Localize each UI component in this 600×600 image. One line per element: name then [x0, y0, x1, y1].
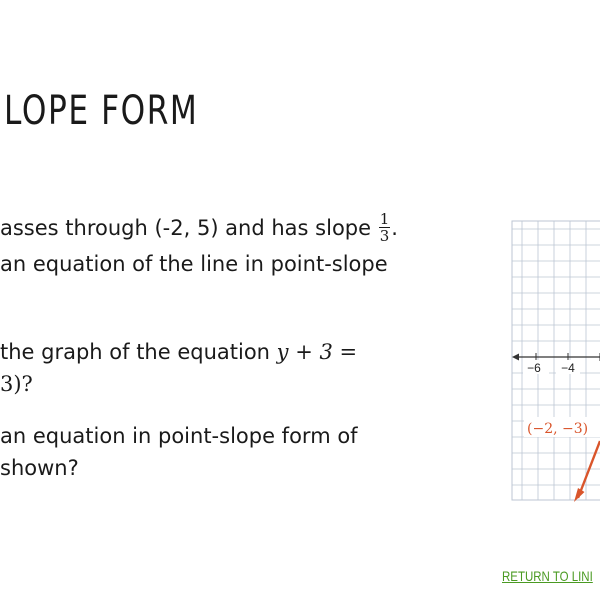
question-2-text: the graph of the equation — [0, 340, 277, 364]
slope-fraction — [379, 211, 391, 244]
question-1-line-1 — [0, 209, 398, 246]
question-3 — [0, 420, 358, 484]
coordinate-graph — [510, 216, 600, 502]
x-axis-arrow-icon — [512, 354, 519, 361]
tick-label-neg4: −4 — [561, 361, 575, 375]
slope-numerator: 1 — [379, 209, 390, 228]
return-link[interactable]: RETURN TO LINI — [502, 568, 593, 584]
question-1-end: . — [391, 216, 398, 240]
question-2-line-1 — [0, 336, 357, 368]
point-label: (−2, −3) — [527, 421, 589, 437]
slide-title: LOPE FORM — [4, 88, 199, 134]
question-1 — [0, 209, 398, 280]
question-2-line-2: 3)? — [0, 372, 33, 396]
graphed-line — [574, 441, 600, 502]
question-3-line-2: shown? — [0, 456, 79, 480]
tick-label-neg6: −6 — [527, 361, 541, 375]
question-1-text: asses through (-2, 5) and has slope — [0, 216, 378, 240]
slope-denominator: 3 — [379, 226, 390, 245]
x-axis — [512, 354, 600, 361]
question-1-line-2: an equation of the line in point-slope — [0, 251, 388, 276]
question-3-line-1: an equation in point-slope form of — [0, 424, 358, 448]
question-2 — [0, 336, 357, 400]
question-2-equation: y + 3 = — [276, 340, 358, 364]
